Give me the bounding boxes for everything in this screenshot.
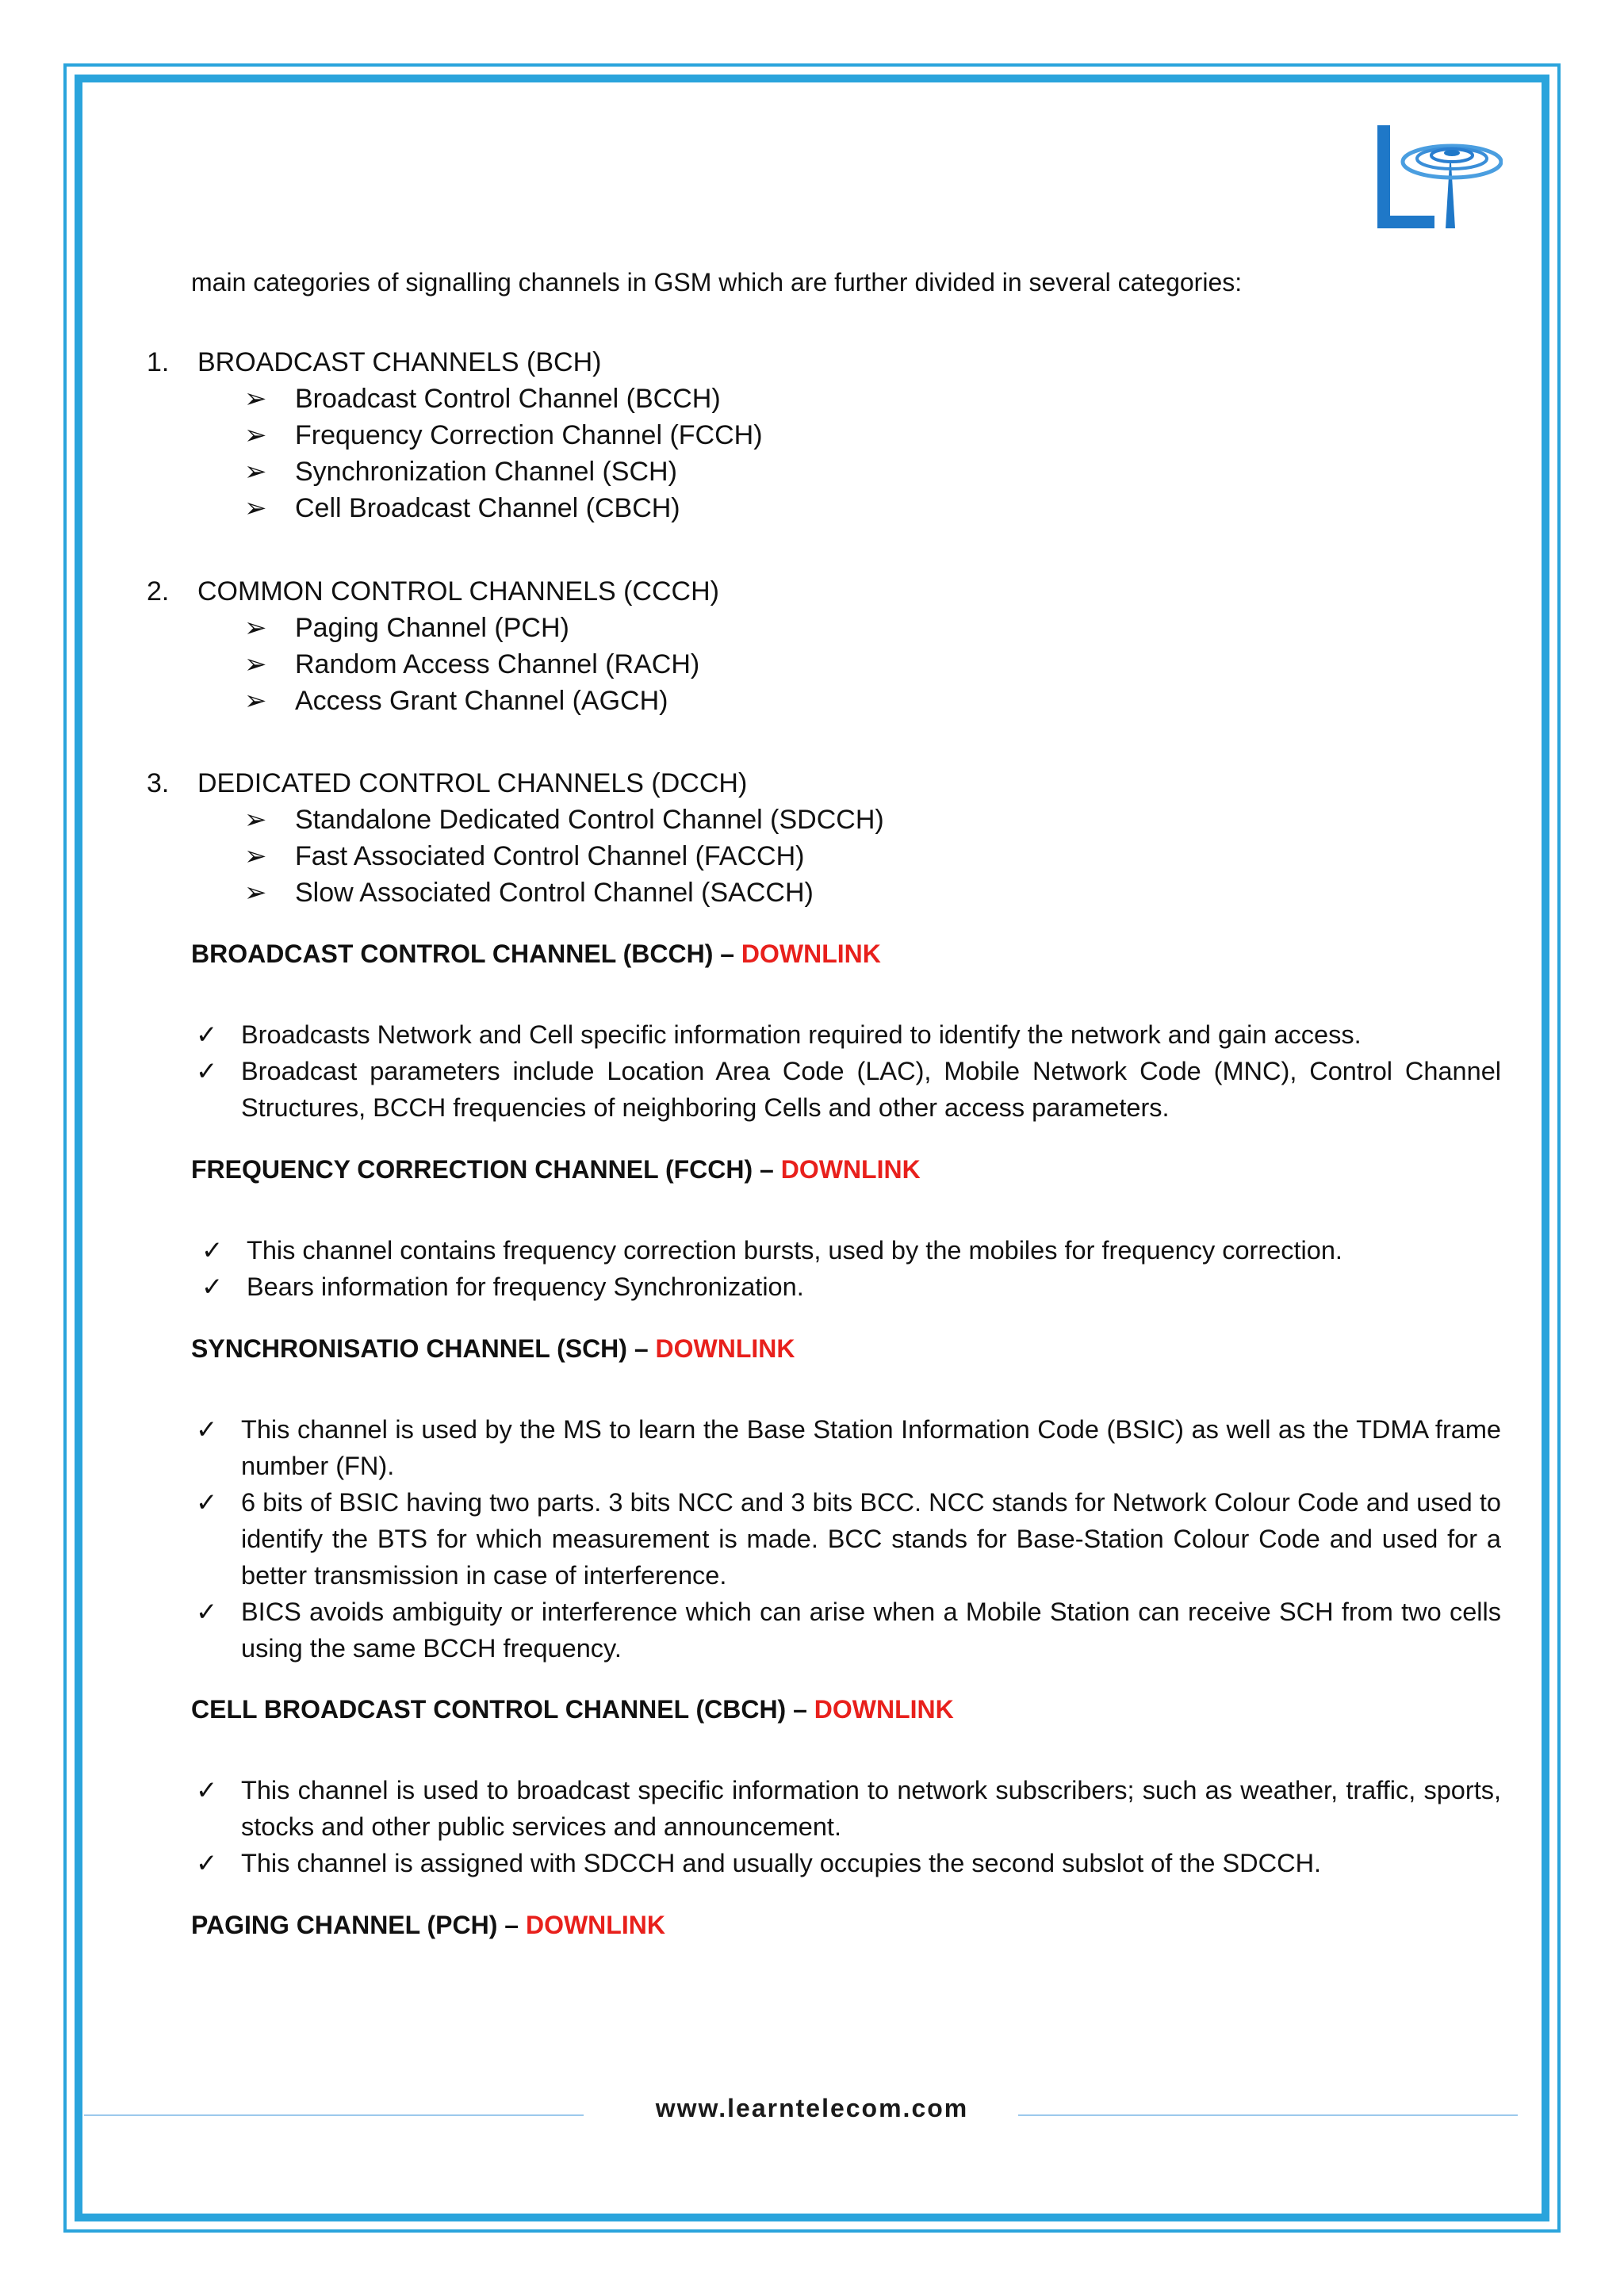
list-item-text: Access Grant Channel (AGCH) [295,686,668,716]
section-title: BROADCAST CONTROL CHANNEL (BCCH) – [191,939,741,968]
section-heading [191,1330,795,1367]
arrow-bullet-icon: ➢ [244,457,267,487]
section-title: PAGING CHANNEL (PCH) – [191,1911,526,1939]
list-item [244,646,699,683]
section-heading [191,936,881,972]
check-icon: ✓ [201,1236,224,1265]
point-list [196,1016,1501,1126]
group-number: 1. [147,347,170,377]
footer-url: www.learntelecom.com [655,2094,969,2122]
check-icon: ✓ [196,1415,218,1444]
section-title: FREQUENCY CORRECTION CHANNEL (FCCH) – [191,1155,781,1184]
check-icon: ✓ [196,1776,218,1804]
arrow-bullet-icon: ➢ [244,878,267,908]
list-item [244,610,699,646]
list-item [244,802,884,838]
arrow-bullet-icon: ➢ [244,613,267,643]
point-text: This channel contains frequency correction bursts, used by the mobiles for frequency correction. [247,1236,1342,1265]
downlink-tag: DOWNLINK [780,1155,921,1184]
point-text: Broadcasts Network and Cell specific information required to identify the network and gain access. [241,1020,1362,1049]
downlink-tag: DOWNLINK [525,1911,665,1939]
list-item [201,1269,1501,1305]
check-icon: ✓ [201,1272,224,1301]
list-item [244,838,884,874]
point-text: This channel is used to broadcast specific information to network subscribers; such as weather, traffic, sports, stocks and other public services and announcement. [241,1776,1501,1841]
arrow-bullet-icon: ➢ [244,686,267,716]
point-text: This channel is used by the MS to learn the Base Station Information Code (BSIC) as well as the TDMA frame number (FN). [241,1415,1501,1480]
list-item [196,1053,1501,1126]
point-list [201,1232,1501,1305]
group-heading [147,765,747,802]
downlink-tag: DOWNLINK [655,1334,795,1363]
group-title: DEDICATED CONTROL CHANNELS (DCCH) [197,768,748,798]
list-item [244,417,763,453]
list-item [244,453,763,490]
arrow-bullet-icon: ➢ [244,649,267,679]
group-heading [147,344,601,381]
channel-list [244,381,763,526]
channel-list [244,802,884,911]
list-item [201,1232,1501,1269]
point-text: Bears information for frequency Synchronization. [247,1272,804,1301]
list-item [196,1484,1501,1594]
list-item-text: Random Access Channel (RACH) [295,649,700,679]
point-list [196,1411,1501,1667]
list-item-text: Fast Associated Control Channel (FACCH) [295,841,805,871]
arrow-bullet-icon: ➢ [244,384,267,414]
check-icon: ✓ [196,1057,218,1085]
list-item-text: Cell Broadcast Channel (CBCH) [295,493,680,523]
group-title: BROADCAST CHANNELS (BCH) [197,347,602,377]
list-item [244,490,763,526]
check-icon: ✓ [196,1020,218,1049]
list-item [196,1845,1501,1881]
list-item [196,1594,1501,1667]
downlink-tag: DOWNLINK [814,1695,954,1724]
downlink-tag: DOWNLINK [741,939,881,968]
point-text: This channel is assigned with SDCCH and usually occupies the second subslot of the SDCCH. [241,1849,1322,1877]
group-number: 2. [147,576,170,607]
list-item-text: Frequency Correction Channel (FCCH) [295,420,763,450]
list-item-text: Broadcast Control Channel (BCCH) [295,384,721,414]
list-item-text: Standalone Dedicated Control Channel (SDCCH) [295,805,884,835]
list-item-text: Paging Channel (PCH) [295,613,569,643]
group-number: 3. [147,768,170,798]
list-item [244,874,884,911]
channel-list [244,610,699,719]
arrow-bullet-icon: ➢ [244,493,267,523]
section-heading [191,1907,665,1943]
check-icon: ✓ [196,1598,218,1626]
list-item [196,1411,1501,1484]
arrow-bullet-icon: ➢ [244,805,267,835]
arrow-bullet-icon: ➢ [244,841,267,871]
list-item [244,683,699,719]
point-list [196,1772,1501,1881]
list-item [196,1016,1501,1053]
list-item-text: Slow Associated Control Channel (SACCH) [295,878,814,908]
section-title: CELL BROADCAST CONTROL CHANNEL (CBCH) – [191,1695,814,1724]
list-item [244,381,763,417]
arrow-bullet-icon: ➢ [244,420,267,450]
group-title: COMMON CONTROL CHANNELS (CCCH) [197,576,719,607]
learntelecom-logo [1376,117,1503,244]
point-text: BICS avoids ambiguity or interference which can arise when a Mobile Station can receive SCH from two cells using the same BCCH frequency. [241,1598,1501,1663]
section-heading [191,1691,954,1728]
section-title: SYNCHRONISATIO CHANNEL (SCH) – [191,1334,656,1363]
section-heading [191,1151,921,1188]
list-item-text: Synchronization Channel (SCH) [295,457,677,487]
intro-text: main categories of signalling channels in GSM which are further divided in several categories: [191,268,1243,297]
point-text: 6 bits of BSIC having two parts. 3 bits NCC and 3 bits BCC. NCC stands for Network Colour Code and used to identify the BTS for which measurement is made. BCC stands for Base-Station Colour Code and used for a better transmission in case of interference. [241,1488,1501,1590]
group-heading [147,573,719,610]
point-text: Broadcast parameters include Location Area Code (LAC), Mobile Network Code (MNC), Control Channel Structures, BCCH frequencies of neighboring Cells and other access parameters. [241,1057,1501,1122]
check-icon: ✓ [196,1488,218,1517]
check-icon: ✓ [196,1849,218,1877]
list-item [196,1772,1501,1845]
